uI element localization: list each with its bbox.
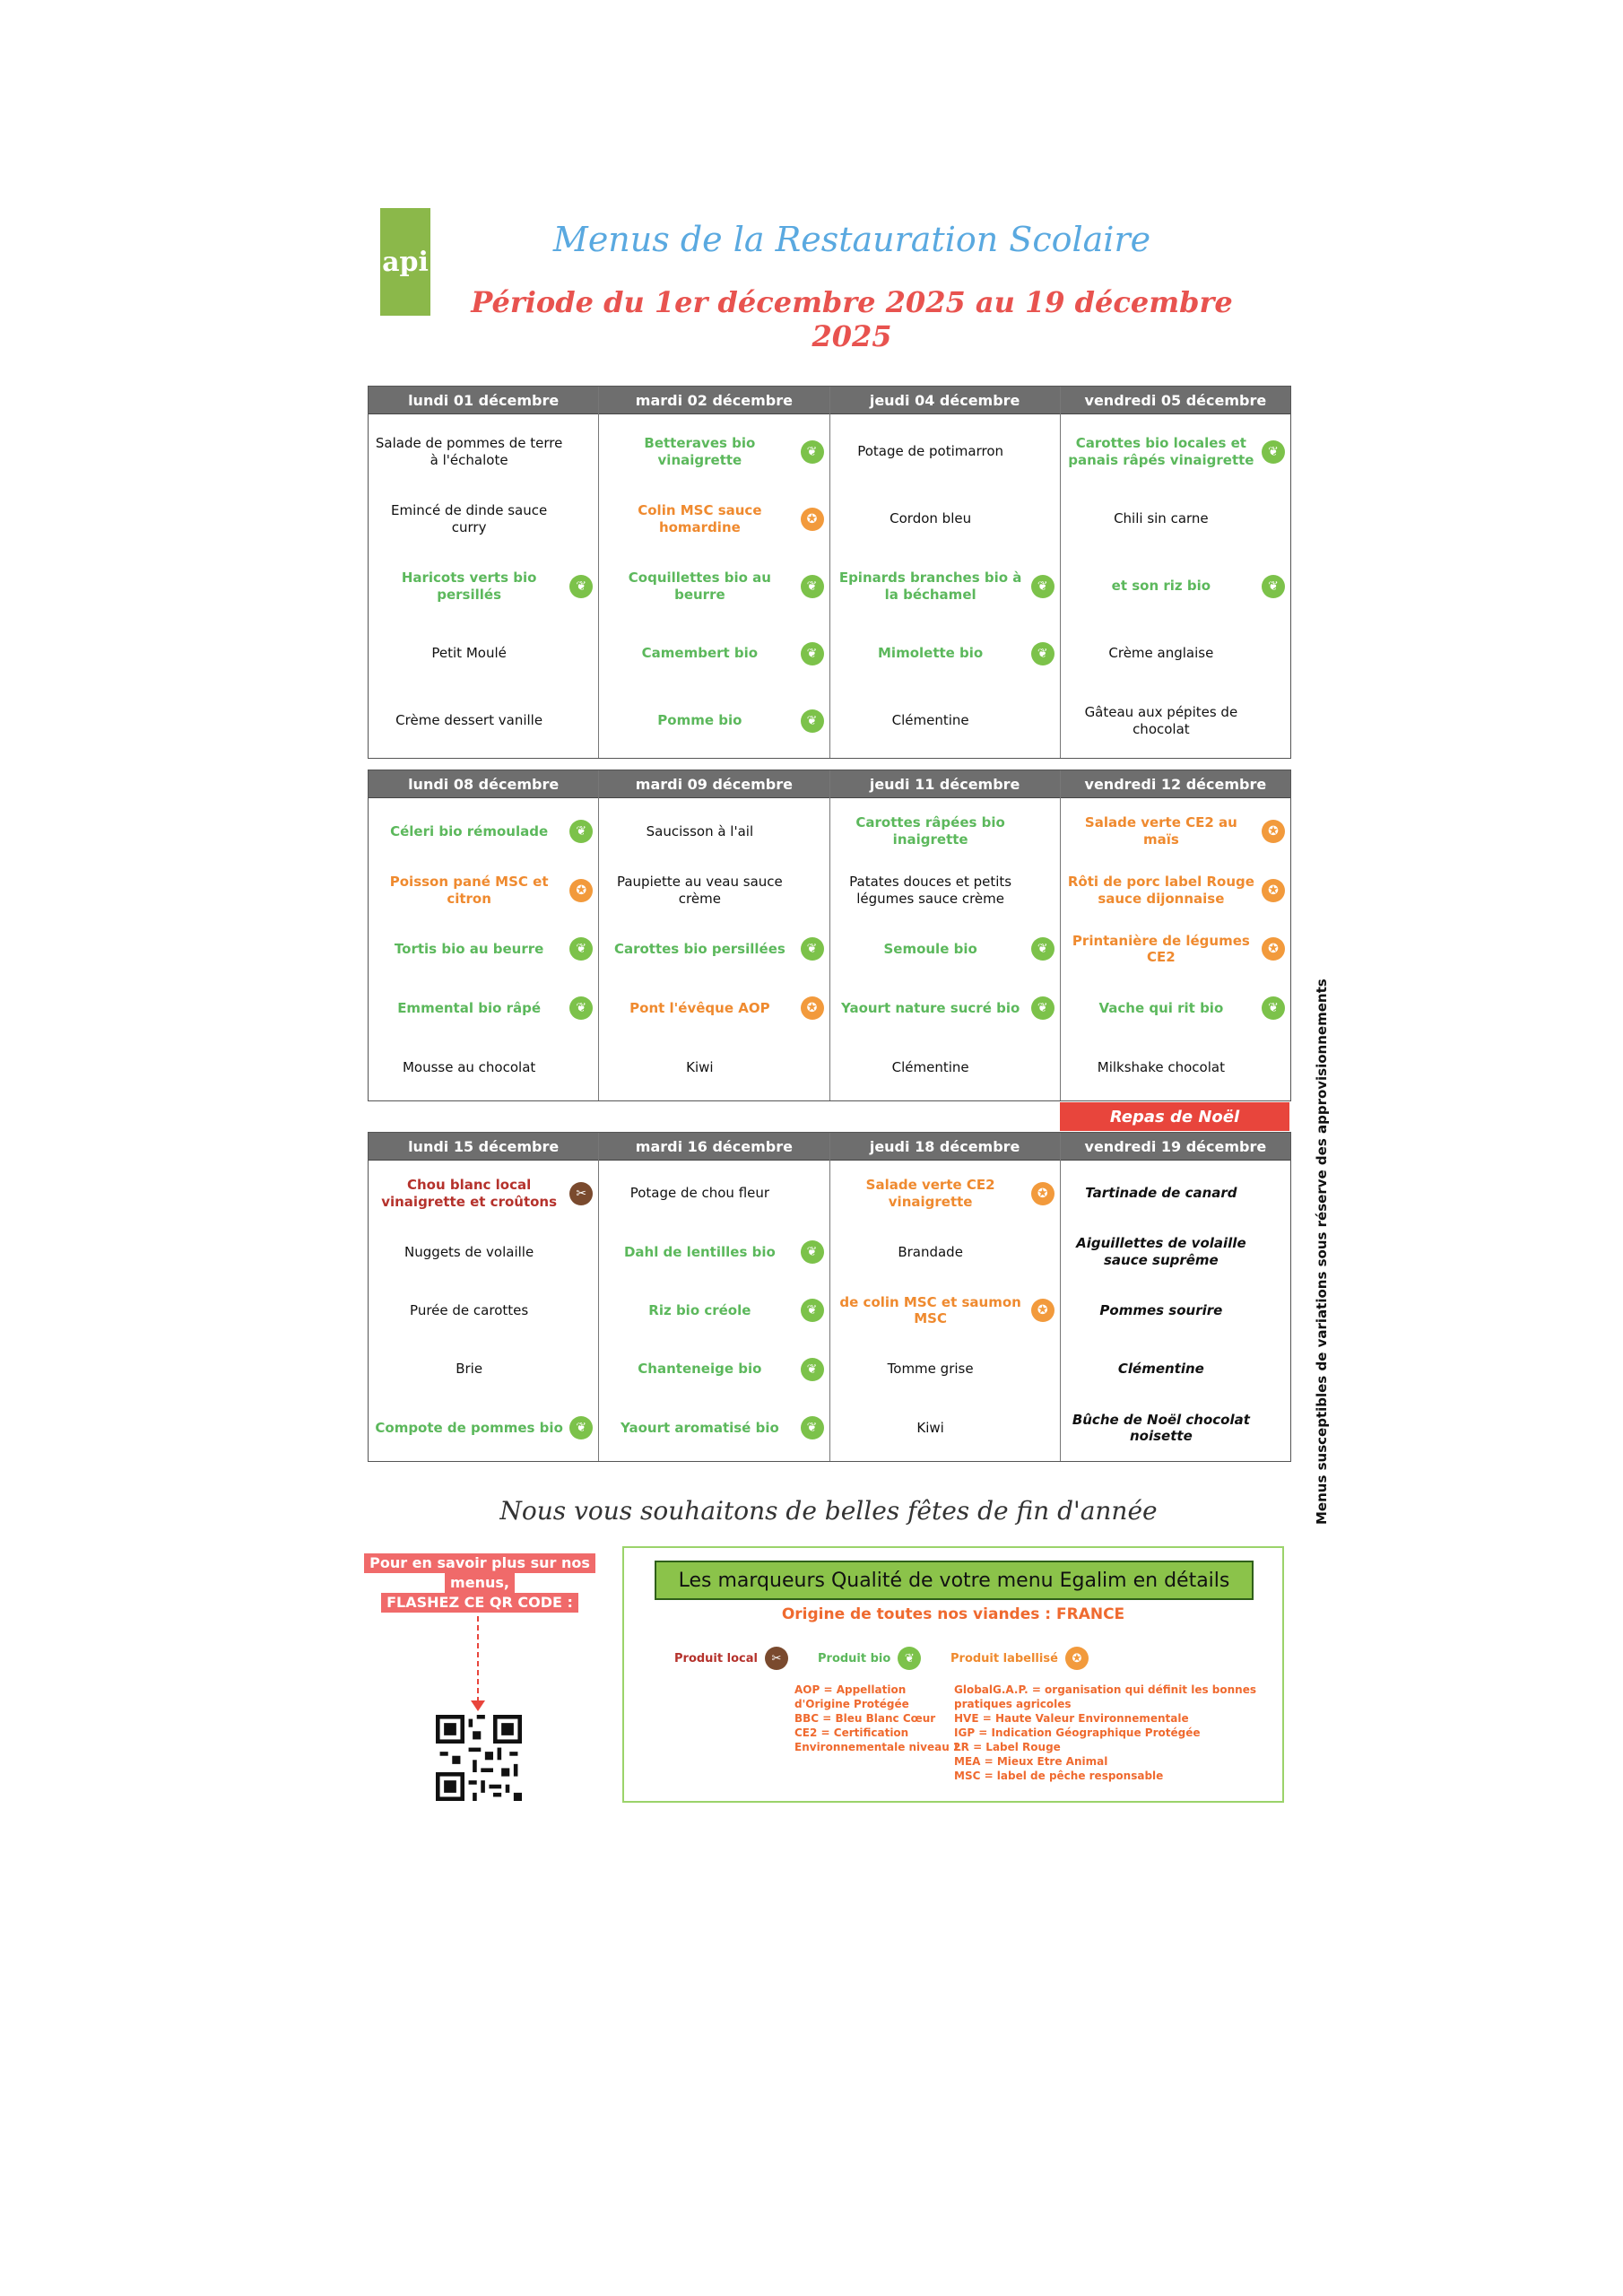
menu-item-label: Haricots verts bio persillés: [401, 569, 537, 603]
menu-item-label: Dahl de lentilles bio: [623, 1243, 776, 1260]
menu-item-label: Kiwi: [686, 1058, 714, 1075]
menu-item-label: Clémentine: [1117, 1361, 1204, 1378]
day-column: [829, 1133, 1060, 1461]
bio-leaf-icon: ❦: [801, 1299, 824, 1322]
legend-labelise-label: Produit labellisé: [950, 1651, 1058, 1665]
def-line: IGP = Indication Géographique Protégée: [954, 1726, 1201, 1739]
menu-item: [1061, 1346, 1290, 1393]
menu-item-label: Brandade: [898, 1243, 963, 1260]
menu-item: [369, 985, 598, 1031]
legend-local-label: Produit local: [674, 1651, 758, 1665]
menu-item: [830, 631, 1060, 677]
menu-item-label: Nuggets de volaille: [404, 1243, 534, 1260]
menu-item-label: Carottes bio locales et panais râpés vinaigrette: [1068, 434, 1254, 468]
bio-leaf-icon: ❦: [569, 996, 593, 1020]
bio-leaf-icon: ❦: [1262, 440, 1285, 464]
bio-leaf-icon: ❦: [801, 1358, 824, 1381]
menu-item-label: Aiguillettes de volaille sauce suprême: [1076, 1235, 1246, 1269]
menu-item: [599, 1170, 829, 1217]
menu-item-label: Potage de chou fleur: [629, 1185, 770, 1202]
menu-item-label: Clémentine: [891, 712, 969, 729]
menu-item-label: Vache qui rit bio: [1098, 999, 1224, 1016]
def-line: pratiques agricoles: [954, 1698, 1072, 1710]
menu-item: [1061, 1170, 1290, 1217]
day-column: [829, 770, 1060, 1100]
menu-item-label: Salade verte CE2 au maïs: [1084, 814, 1237, 848]
menu-item: [369, 1170, 598, 1217]
menu-item: [599, 1405, 829, 1451]
menu-item: [830, 563, 1060, 610]
qr-line-2: menus,: [445, 1573, 515, 1593]
menu-item: [1061, 563, 1290, 610]
day-header: vendredi 12 décembre: [1061, 770, 1290, 798]
menu-item: [830, 429, 1060, 475]
bio-leaf-icon: ❦: [801, 642, 824, 665]
menu-item: [830, 808, 1060, 855]
day-column: [1060, 1133, 1290, 1461]
menu-item-label: Crème dessert vanille: [395, 712, 543, 729]
day-header: mardi 02 décembre: [599, 387, 829, 414]
qr-line-3: FLASHEZ CE QR CODE :: [381, 1593, 578, 1613]
local-product-icon: ✂: [765, 1647, 788, 1670]
menu-item-label: Bûche de Noël chocolat noisette: [1072, 1411, 1250, 1445]
week-2-table: [368, 770, 1291, 1101]
day-column: [598, 1133, 829, 1461]
menu-items: [599, 1161, 829, 1461]
menu-item: [1061, 429, 1290, 475]
menu-item: [830, 1170, 1060, 1217]
day-column: [1060, 387, 1290, 758]
label-medal-icon: ✪: [801, 996, 824, 1020]
menu-item-label: et son riz bio: [1111, 578, 1211, 595]
bio-leaf-icon: ❦: [801, 709, 824, 733]
side-note: [1296, 978, 1332, 1525]
menu-item-label: Carottes bio persillées: [613, 941, 785, 958]
menu-item: [830, 1346, 1060, 1393]
qr-instructions: [359, 1553, 601, 1613]
bio-leaf-icon: ❦: [801, 575, 824, 598]
legend-bio-label: Produit bio: [818, 1651, 891, 1665]
menu-item: [369, 698, 598, 744]
menu-items: [369, 798, 598, 1100]
menu-item: [369, 631, 598, 677]
menu-item: [830, 867, 1060, 914]
side-note-text: Menus susceptibles de variations sous réserve des approvisionnements: [1314, 978, 1330, 1525]
menu-item-label: Yaourt aromatisé bio: [620, 1419, 779, 1436]
bio-leaf-icon: ❦: [801, 1416, 824, 1439]
def-line: d'Origine Protégée: [794, 1698, 909, 1710]
legend-labelise: [950, 1647, 1089, 1670]
day-column: [598, 387, 829, 758]
menu-item: [830, 1044, 1060, 1091]
menu-item-label: Kiwi: [916, 1419, 944, 1436]
menu-item: [830, 1229, 1060, 1275]
menu-item: [369, 496, 598, 543]
menu-item: [369, 867, 598, 914]
qr-arrow-head-icon: [471, 1700, 485, 1711]
menu-item: [1061, 867, 1290, 914]
menu-item-label: Yaourt nature sucré bio: [840, 999, 1020, 1016]
legend-local: [674, 1647, 788, 1670]
menu-item: [1061, 496, 1290, 543]
menu-item: [369, 1044, 598, 1091]
label-medal-icon: ✪: [1065, 1647, 1089, 1670]
menu-item: [599, 926, 829, 972]
menu-item: [599, 698, 829, 744]
legend-bio: [818, 1647, 921, 1670]
menu-items: [369, 1161, 598, 1461]
menu-item-label: Clémentine: [891, 1058, 969, 1075]
menu-item: [369, 1405, 598, 1451]
menu-item-label: Betteraves bio vinaigrette: [644, 434, 756, 468]
menu-item-label: Salade de pommes de terre à l'échalote: [375, 434, 563, 468]
menu-item: [1061, 1287, 1290, 1334]
def-line: CE2 = Certification: [794, 1726, 909, 1739]
page-title: Menus de la Restauration Scolaire: [552, 220, 1151, 259]
menu-item-label: Emmental bio râpé: [397, 999, 542, 1016]
label-medal-icon: ✪: [569, 879, 593, 902]
menu-item-label: Tortis bio au beurre: [394, 941, 544, 958]
menu-item-label: Riz bio créole: [648, 1302, 751, 1319]
menu-item-label: Paupiette au veau sauce crème: [616, 873, 783, 907]
menu-item-label: Milkshake chocolat: [1097, 1058, 1225, 1075]
day-header: mardi 16 décembre: [599, 1133, 829, 1161]
label-medal-icon: ✪: [1031, 1182, 1055, 1205]
menu-item-label: Camembert bio: [641, 645, 759, 662]
menu-items: [1061, 1161, 1290, 1461]
day-header: lundi 01 décembre: [369, 387, 598, 414]
menu-item-label: Salade verte CE2 vinaigrette: [865, 1176, 995, 1210]
quality-legend: [622, 1546, 1284, 1803]
menu-item-label: Cordon bleu: [890, 510, 972, 527]
menu-item: [1061, 985, 1290, 1031]
day-header: lundi 08 décembre: [369, 770, 598, 798]
menu-item: [1061, 1229, 1290, 1275]
day-column: [1060, 770, 1290, 1100]
day-column: [369, 1133, 598, 1461]
menu-item-label: Chanteneige bio: [638, 1361, 762, 1378]
bio-leaf-icon: ❦: [1031, 937, 1055, 961]
menu-item-label: Coquillettes bio au beurre: [628, 569, 771, 603]
day-header: jeudi 11 décembre: [830, 770, 1060, 798]
menu-item-label: Colin MSC sauce homardine: [638, 501, 762, 535]
menu-item-label: Pont l'évêque AOP: [629, 999, 770, 1016]
def-line: MEA = Mieux Etre Animal: [954, 1755, 1108, 1768]
legend-defs-right: [954, 1683, 1256, 1783]
menu-item-label: Pomme bio: [657, 712, 742, 729]
legend-origin: Origine de toutes nos viandes : FRANCE: [781, 1605, 1125, 1623]
menu-item: [1061, 1405, 1290, 1451]
menu-item-label: Epinards branches bio à la béchamel: [838, 569, 1022, 603]
qr-arrow: [477, 1616, 479, 1702]
menu-items: [830, 414, 1060, 758]
menu-item-label: Carottes râpées bio inaigrette: [855, 814, 1005, 848]
menu-item-label: Mimolette bio: [878, 645, 984, 662]
menu-item: [599, 496, 829, 543]
day-header: mardi 09 décembre: [599, 770, 829, 798]
menu-item-label: Emincé de dinde sauce curry: [391, 501, 548, 535]
menu-item-label: Poisson pané MSC et citron: [389, 873, 549, 907]
day-header: jeudi 04 décembre: [830, 387, 1060, 414]
menu-item-label: Saucisson à l'ail: [646, 822, 754, 839]
week-1-table: [368, 386, 1291, 759]
qr-code[interactable]: [436, 1715, 522, 1801]
day-header: jeudi 18 décembre: [830, 1133, 1060, 1161]
def-line: GlobalG.A.P. = organisation qui définit les bonnes: [954, 1683, 1256, 1696]
menu-item: [599, 631, 829, 677]
bio-leaf-icon: ❦: [569, 820, 593, 843]
menu-item: [830, 926, 1060, 972]
label-medal-icon: ✪: [1262, 820, 1285, 843]
menu-item-label: Printanière de légumes CE2: [1072, 932, 1250, 966]
day-header: vendredi 19 décembre: [1061, 1133, 1290, 1161]
bio-leaf-icon: ❦: [801, 937, 824, 961]
menu-item: [599, 808, 829, 855]
menu-item-label: Gâteau aux pépites de chocolat: [1084, 703, 1238, 737]
menu-item-label: Petit Moulé: [431, 645, 507, 662]
menu-item: [369, 1346, 598, 1393]
menu-item: [599, 429, 829, 475]
def-line: BBC = Bleu Blanc Cœur: [794, 1712, 936, 1725]
menu-item-label: Tartinade de canard: [1085, 1185, 1237, 1202]
menu-item: [599, 985, 829, 1031]
day-column: [369, 387, 598, 758]
menu-item: [830, 1405, 1060, 1451]
def-line: Environnementale niveau 2: [794, 1741, 961, 1753]
def-line: AOP = Appellation: [794, 1683, 907, 1696]
bio-leaf-icon: ❦: [1031, 642, 1055, 665]
label-medal-icon: ✪: [801, 508, 824, 531]
menu-item-label: Chili sin carne: [1114, 510, 1209, 527]
menu-items: [830, 1161, 1060, 1461]
legend-defs-left: [794, 1683, 960, 1754]
menu-item: [830, 496, 1060, 543]
legend-title: Les marqueurs Qualité de votre menu Egalim en détails: [655, 1561, 1254, 1600]
def-line: HVE = Haute Valeur Environnementale: [954, 1712, 1189, 1725]
menu-item: [369, 563, 598, 610]
menu-item-label: Céleri bio rémoulade: [390, 822, 549, 839]
bio-leaf-icon: ❦: [569, 575, 593, 598]
bio-leaf-icon: ❦: [898, 1647, 921, 1670]
day-header: vendredi 05 décembre: [1061, 387, 1290, 414]
menu-item-label: Pommes sourire: [1099, 1302, 1223, 1319]
day-column: [369, 770, 598, 1100]
label-medal-icon: ✪: [1031, 1299, 1055, 1322]
menu-item: [1061, 926, 1290, 972]
menu-item-label: Compote de pommes bio: [375, 1419, 563, 1436]
menu-item-label: Mousse au chocolat: [402, 1058, 536, 1075]
bio-leaf-icon: ❦: [1262, 575, 1285, 598]
bio-leaf-icon: ❦: [569, 937, 593, 961]
menu-items: [599, 414, 829, 758]
menu-item: [599, 563, 829, 610]
bio-leaf-icon: ❦: [801, 440, 824, 464]
menu-item-label: Brie: [456, 1361, 483, 1378]
menu-item: [1061, 631, 1290, 677]
label-medal-icon: ✪: [1262, 879, 1285, 902]
menu-item: [369, 429, 598, 475]
api-logo: api: [380, 208, 430, 316]
menu-item: [599, 1044, 829, 1091]
menu-item-label: de colin MSC et saumon MSC: [839, 1293, 1021, 1327]
menu-item: [830, 1287, 1060, 1334]
day-column: [829, 387, 1060, 758]
menu-item: [830, 985, 1060, 1031]
def-line: LR = Label Rouge: [954, 1741, 1061, 1753]
week-3-table: [368, 1132, 1291, 1462]
bio-leaf-icon: ❦: [1031, 575, 1055, 598]
local-product-icon: ✂: [569, 1182, 593, 1205]
menu-items: [369, 414, 598, 758]
menu-item: [1061, 1044, 1290, 1091]
menu-item-label: Semoule bio: [883, 941, 977, 958]
menu-item: [369, 1229, 598, 1275]
day-column: [598, 770, 829, 1100]
menu-item: [599, 1346, 829, 1393]
menu-item-label: Patates douces et petits légumes sauce crème: [849, 873, 1012, 907]
menu-items: [1061, 798, 1290, 1100]
label-medal-icon: ✪: [1262, 937, 1285, 961]
menu-item: [599, 867, 829, 914]
def-line: MSC = label de pêche responsable: [954, 1770, 1164, 1782]
qr-line-1: Pour en savoir plus sur nos: [364, 1553, 595, 1573]
page-subtitle: Période du 1er décembre 2025 au 19 décembre 2025: [471, 285, 1233, 353]
day-header: lundi 15 décembre: [369, 1133, 598, 1161]
menu-item: [369, 926, 598, 972]
menu-items: [830, 798, 1060, 1100]
menu-item-label: Potage de potimarron: [857, 443, 1004, 460]
menu-item: [599, 1229, 829, 1275]
menu-item-label: Purée de carottes: [410, 1302, 529, 1319]
menu-item-label: Rôti de porc label Rouge sauce dijonnaise: [1067, 873, 1254, 907]
bio-leaf-icon: ❦: [569, 1416, 593, 1439]
holiday-wishes: Nous vous souhaitons de belles fêtes de fin d'année: [499, 1496, 1158, 1526]
bio-leaf-icon: ❦: [1262, 996, 1285, 1020]
bio-leaf-icon: ❦: [801, 1240, 824, 1264]
menu-item-label: Tomme grise: [887, 1361, 974, 1378]
menu-item: [369, 808, 598, 855]
christmas-meal-banner: Repas de Noël: [1060, 1102, 1289, 1131]
menu-item: [599, 1287, 829, 1334]
menu-item: [1061, 698, 1290, 744]
menu-items: [1061, 414, 1290, 758]
menu-item-label: Chou blanc local vinaigrette et croûtons: [381, 1176, 558, 1210]
bio-leaf-icon: ❦: [1031, 996, 1055, 1020]
menu-item: [1061, 808, 1290, 855]
menu-item: [369, 1287, 598, 1334]
menu-item-label: Crème anglaise: [1108, 645, 1214, 662]
menu-items: [599, 798, 829, 1100]
menu-item: [830, 698, 1060, 744]
